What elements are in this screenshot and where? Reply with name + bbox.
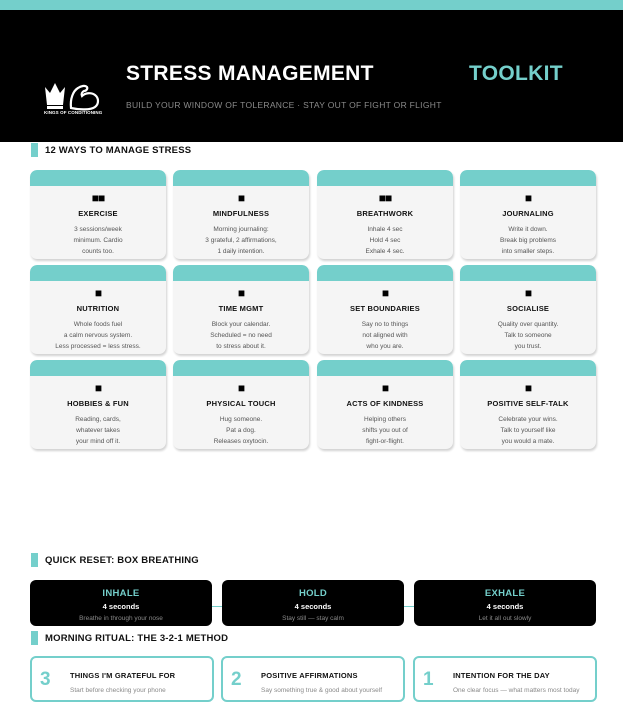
card-cap (173, 360, 309, 376)
card-title: SOCIALISE (506, 304, 550, 313)
card-title: MINDFULNESS (212, 209, 270, 218)
nutrition-icon: ■ (94, 286, 102, 300)
step-title: EXHALE (484, 588, 526, 599)
step-duration: 4 seconds (294, 602, 332, 611)
step-title: HOLD (298, 588, 328, 599)
logo-text: KINGS OF CONDITIONING (44, 110, 103, 115)
card-title: SET BOUNDARIES (350, 304, 420, 313)
kindness-icon: ■ (381, 381, 389, 395)
tip-card-physical-touch (173, 360, 309, 449)
card-description: Hug someone. Pat a dog. Releases oxytocin. (213, 416, 269, 445)
page-header (0, 10, 623, 142)
ritual-number: 2 (231, 669, 242, 690)
socialise-icon: ■ (524, 286, 532, 300)
card-cap (317, 360, 453, 376)
tip-card-time-mgmt (173, 265, 309, 354)
ritual-card-gratitude (30, 656, 214, 702)
section-heading-breathing (31, 553, 199, 567)
step-title: INHALE (102, 588, 140, 599)
tip-card-journaling (460, 170, 596, 259)
tip-card-exercise (30, 170, 166, 259)
breathing-step-hold (222, 580, 404, 626)
exercise-icon: ■■ (91, 191, 105, 205)
step-duration: 4 seconds (486, 602, 524, 611)
ritual-title: INTENTION FOR THE DAY (453, 671, 550, 680)
boundaries-icon: ■ (381, 286, 389, 300)
card-description: Celebrate your wins. Talk to yourself like you would a mate. (498, 416, 558, 445)
top-accent-bar (0, 0, 623, 10)
breathing-connector (212, 606, 222, 607)
section-heading-ritual (31, 631, 228, 645)
hobbies-icon: ■ (94, 381, 102, 395)
tip-card-acts-of-kindness (317, 360, 453, 449)
card-description: Reading, cards, whatever takes your mind off it. (75, 416, 121, 445)
card-title: NUTRITION (76, 304, 120, 313)
breathwork-icon: ■■ (378, 191, 392, 205)
section-title: MORNING RITUAL: THE 3-2-1 METHOD (45, 632, 229, 644)
step-note: Breathe in through your nose (79, 615, 163, 622)
section-heading-ways (31, 143, 191, 157)
section-title: QUICK RESET: BOX BREATHING (45, 554, 199, 566)
card-description: Whole foods fuel a calm nervous system. Less processed = less stress. (55, 321, 141, 350)
tip-card-mindfulness (173, 170, 309, 259)
card-cap (460, 265, 596, 281)
ritual-card-affirmations (221, 656, 405, 702)
card-title: POSITIVE SELF-TALK (487, 399, 569, 408)
card-title: PHYSICAL TOUCH (206, 399, 276, 408)
breathing-step-exhale (414, 580, 596, 626)
page-subtitle: BUILD YOUR WINDOW OF TOLERANCE · STAY OUT OF FIGHT OR FLIGHT (126, 100, 442, 110)
card-cap (317, 265, 453, 281)
card-title: EXERCISE (78, 209, 118, 218)
card-cap (30, 360, 166, 376)
card-title: JOURNALING (502, 209, 554, 218)
card-description: Inhale 4 sec Hold 4 sec Exhale 4 sec. (365, 226, 405, 255)
calendar-icon: ■ (237, 286, 245, 300)
card-cap (317, 170, 453, 186)
step-note: Let it all out slowly (478, 615, 532, 622)
step-note: Stay still — stay calm (282, 615, 344, 622)
card-description: Morning journaling: 3 grateful, 2 affirmations, 1 daily intention. (205, 226, 277, 255)
section-marker (31, 553, 38, 567)
card-title: ACTS OF KINDNESS (346, 399, 424, 408)
journaling-icon: ■ (524, 191, 532, 205)
ritual-note: Start before checking your phone (70, 687, 166, 694)
page-title: STRESS MANAGEMENT (126, 62, 374, 85)
tip-card-nutrition (30, 265, 166, 354)
mindfulness-icon: ■ (237, 191, 245, 205)
card-cap (460, 170, 596, 186)
tip-card-positive-self-talk (460, 360, 596, 449)
ritual-number: 3 (40, 669, 51, 690)
card-title: HOBBIES & FUN (67, 399, 129, 408)
card-description: 3 sessions/week minimum. Cardio counts too. (73, 226, 123, 255)
card-cap (30, 265, 166, 281)
card-description: Helping others shifts you out of fight-or-flight. (362, 416, 408, 445)
card-cap (460, 360, 596, 376)
ritual-note: Say something true & good about yourself (261, 687, 383, 694)
ritual-card-intention (413, 656, 597, 702)
section-marker (31, 143, 38, 157)
tip-card-socialise (460, 265, 596, 354)
ritual-title: THINGS I'M GRATEFUL FOR (70, 671, 176, 680)
card-description: Write it down. Break big problems into smaller steps. (500, 226, 556, 255)
tip-card-set-boundaries (317, 265, 453, 354)
card-description: Block your calendar. Scheduled = no need to stress about it. (210, 321, 272, 350)
section-marker (31, 631, 38, 645)
step-duration: 4 seconds (102, 602, 140, 611)
card-title: TIME MGMT (218, 304, 264, 313)
card-title: BREATHWORK (356, 209, 414, 218)
ritual-title: POSITIVE AFFIRMATIONS (261, 671, 358, 680)
ritual-number: 1 (423, 669, 434, 690)
tip-card-breathwork (317, 170, 453, 259)
page-title-accent: TOOLKIT (469, 62, 563, 85)
self-talk-icon: ■ (524, 381, 532, 395)
section-title: 12 WAYS TO MANAGE STRESS (45, 144, 192, 156)
breathing-connector (404, 606, 414, 607)
physical-touch-icon: ■ (237, 381, 245, 395)
card-description: Quality over quantity. Talk to someone you trust. (497, 321, 559, 350)
ritual-note: One clear focus — what matters most today (453, 687, 580, 694)
tip-card-hobbies (30, 360, 166, 449)
card-description: Say no to things not aligned with who you are. (361, 321, 409, 350)
breathing-step-inhale (30, 580, 212, 626)
card-cap (173, 170, 309, 186)
card-cap (173, 265, 309, 281)
card-cap (30, 170, 166, 186)
